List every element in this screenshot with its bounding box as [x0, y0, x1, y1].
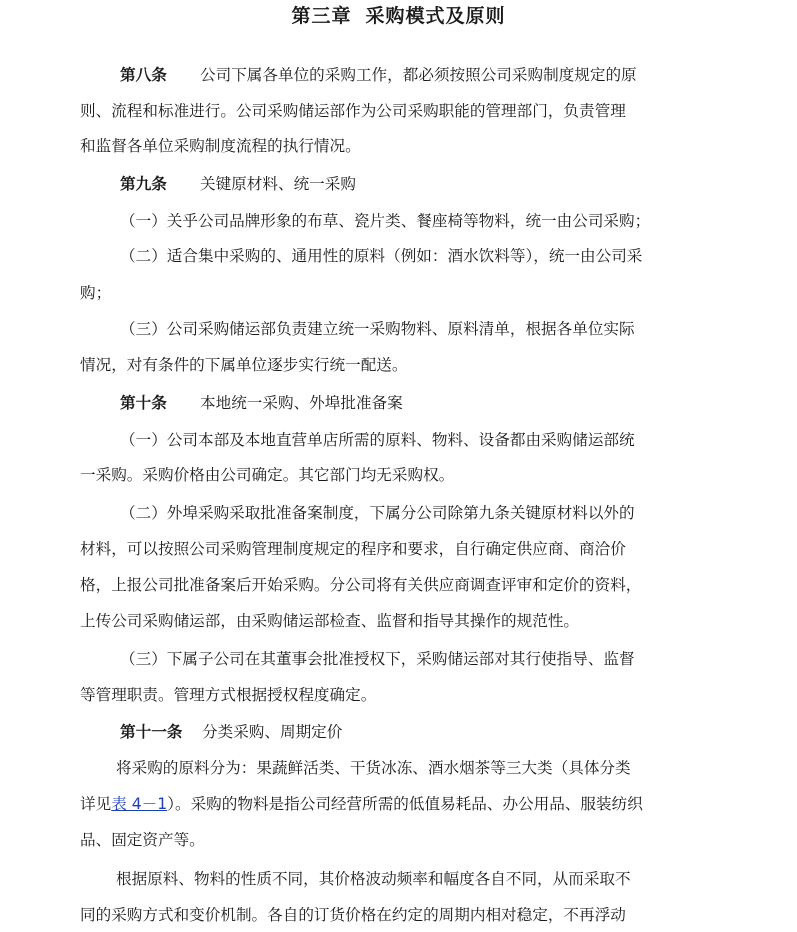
article-10-item-2-line-2: 材料，可以按照公司采购管理制度规定的程序和要求，自行确定供应商、商洽价 — [80, 540, 626, 558]
article-8-label: 第八条 — [120, 66, 167, 84]
chapter-title — [0, 2, 797, 30]
article-11-para-2-line-1: 根据原料、物料的性质不同，其价格波动频率和幅度各自不同，从而采取不 — [116, 870, 631, 888]
article-11-para-1-line-2: 详见表 4－1）。采购的物料是指公司经营所需的低值易耗品、办公用品、服装纺织 — [80, 795, 643, 813]
article-11-para-1-line-3: 品、固定资产等。 — [80, 831, 205, 849]
article-10-item-3-line-1: （三）下属子公司在其董事会批准授权下，采购储运部对其行使指导、监督 — [120, 650, 635, 668]
article-10-heading: 第十条 本地统一采购、外埠批准备案 — [120, 394, 403, 412]
article-10-item-2-line-1: （二）外埠采购采取批准备案制度，下属分公司除第九条关键原材料以外的 — [120, 504, 635, 522]
article-10-item-3-line-2: 等管理职责。管理方式根据授权程度确定。 — [80, 686, 377, 704]
article-10-item-2-line-3: 格，上报公司批准备案后开始采购。分公司将有关供应商调查评审和定价的资料， — [80, 576, 642, 594]
article-9-item-2-line-2: 购； — [80, 284, 112, 302]
article-8-line-3: 和监督各单位采购制度流程的执行情况。 — [80, 137, 361, 155]
article-11-label: 第十一条 — [120, 723, 183, 741]
table-4-1-link[interactable]: 表 4－1 — [111, 795, 168, 813]
article-10-item-1-line-2: 一采购。采购价格由公司确定。其它部门均无采购权。 — [80, 466, 455, 484]
article-9-item-3-line-2: 情况，对有条件的下属单位逐步实行统一配送。 — [80, 356, 408, 374]
article-9-item-2-line-1: （二）适合集中采购的、通用性的原料（例如：酒水饮料等），统一由公司采 — [120, 247, 643, 265]
article-9-item-3-line-1: （三）公司采购储运部负责建立统一采购物料、原料清单，根据各单位实际 — [120, 320, 635, 338]
article-9-item-1: （一）关乎公司品牌形象的布草、瓷片类、餐座椅等物料，统一由公司采购； — [120, 212, 651, 230]
article-9-label: 第九条 — [120, 175, 167, 193]
article-8-line-2: 则、流程和标准进行。公司采购储运部作为公司采购职能的管理部门，负责管理 — [80, 102, 626, 120]
article-11-para-2-line-2: 同的采购方式和变价机制。各自的订货价格在约定的周期内相对稳定，不再浮动 — [80, 906, 626, 924]
article-10-item-1-line-1: （一）公司本部及本地直营单店所需的原料、物料、设备都由采购储运部统 — [120, 431, 635, 449]
chapter-name: 采购模式及原则 — [365, 5, 506, 27]
chapter-number: 第三章 — [291, 5, 352, 27]
article-10-label: 第十条 — [120, 394, 167, 412]
article-11-heading: 第十一条 分类采购、周期定价 — [120, 723, 343, 741]
article-10-item-2-line-4: 上传公司采购储运部，由采购储运部检查、监督和指导其操作的规范性。 — [80, 612, 580, 630]
article-9-heading: 第九条 关键原材料、统一采购 — [120, 175, 356, 193]
article-8-line-1: 第八条 公司下属各单位的采购工作，都必须按照公司采购制度规定的原 — [120, 66, 637, 84]
article-11-para-1-line-1: 将采购的原料分为：果蔬鲜活类、干货冰冻、酒水烟茶等三大类（具体分类 — [116, 759, 631, 777]
